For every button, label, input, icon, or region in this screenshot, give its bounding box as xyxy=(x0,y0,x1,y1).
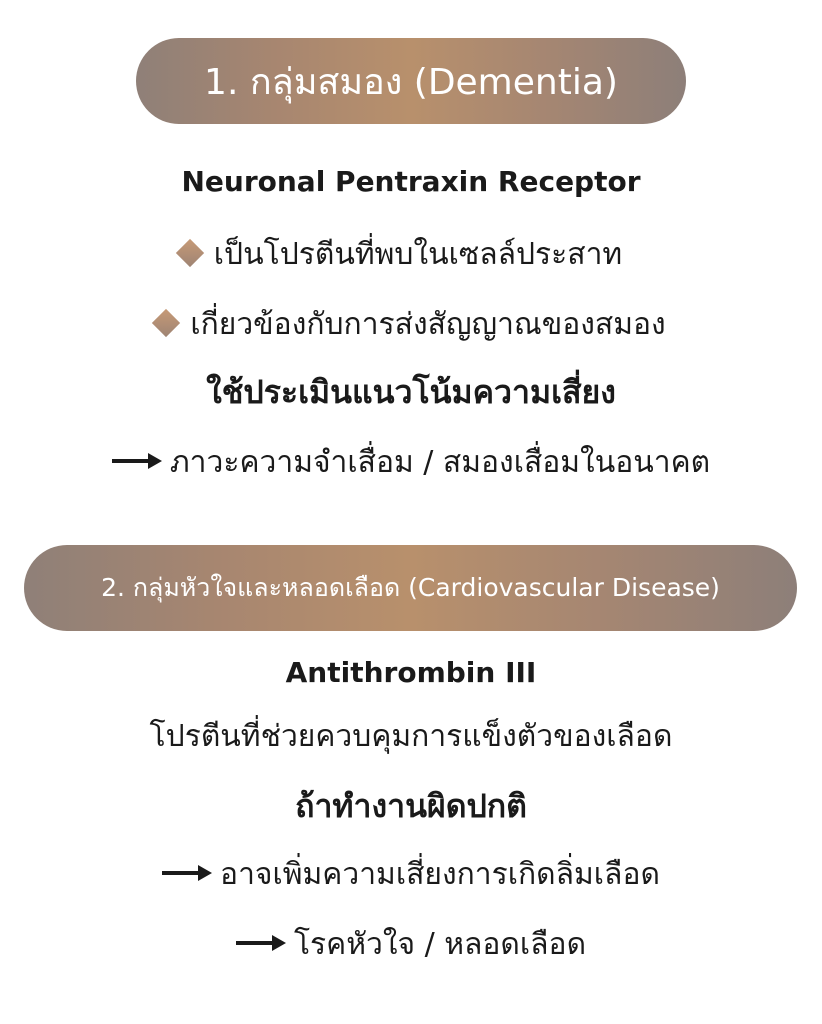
outcome-line xyxy=(0,445,822,480)
arrow-right-icon xyxy=(236,935,286,951)
outcome-text: อาจเพิ่มความเสี่ยงการเกิดลิ่มเลือด xyxy=(220,857,660,892)
description-text: โปรตีนที่ช่วยควบคุมการแข็งตัวของเลือด xyxy=(149,719,673,754)
section-header-cardiovascular-label: 2. กลุ่มหัวใจและหลอดเลือด (Cardiovascular Disease) xyxy=(101,573,720,602)
arrow-right-icon xyxy=(112,453,162,469)
bullet-text: เป็นโปรตีนที่พบในเซลล์ประสาท xyxy=(213,237,623,272)
arrow-right-icon xyxy=(162,865,212,881)
marker-name-neuronal-pentraxin: Neuronal Pentraxin Receptor xyxy=(181,165,641,198)
diamond-icon xyxy=(176,238,204,266)
section-header-dementia xyxy=(136,38,686,124)
bullet-item xyxy=(0,307,822,342)
outcome-line xyxy=(0,927,822,962)
section-header-dementia-label: 1. กลุ่มสมอง (Dementia) xyxy=(204,61,618,103)
outcome-text: ภาวะความจำเสื่อม / สมองเสื่อมในอนาคต xyxy=(169,445,711,480)
outcome-text: โรคหัวใจ / หลอดเลือด xyxy=(293,927,587,962)
emphasis-text: ถ้าทำงานผิดปกติ xyxy=(295,787,527,825)
diamond-icon xyxy=(152,308,180,336)
section-header-cardiovascular xyxy=(24,545,797,631)
marker-name-antithrombin: Antithrombin III xyxy=(285,656,537,689)
emphasis-text: ใช้ประเมินแนวโน้มความเสี่ยง xyxy=(206,373,616,411)
bullet-item xyxy=(0,237,822,272)
bullet-text: เกี่ยวข้องกับการส่งสัญญาณของสมอง xyxy=(190,307,666,342)
outcome-line xyxy=(0,857,822,892)
